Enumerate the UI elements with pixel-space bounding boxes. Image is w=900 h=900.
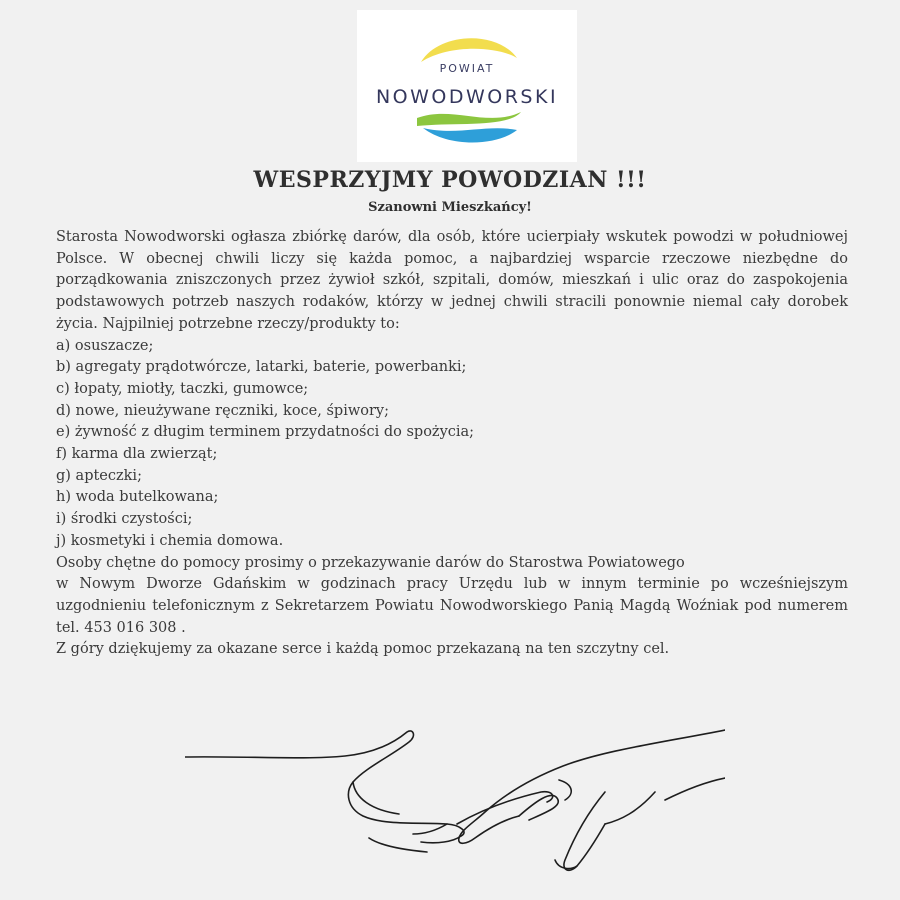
list-item: a) osuszacze; <box>56 337 154 354</box>
logo-small-text: POWIAT <box>439 62 495 75</box>
list-item: i) środki czystości; <box>56 511 193 528</box>
list-item: g) apteczki; <box>56 467 142 484</box>
list-item: d) nowe, nieużywane ręczniki, koce, śpiwory; <box>56 402 389 419</box>
list-item: e) żywność z długim terminem przydatności do spożycia; <box>56 424 475 441</box>
page-title: WESPRZYJMY POWODZIAN !!! <box>253 167 647 193</box>
county-logo <box>357 10 577 162</box>
list-item: j) kosmetyki i chemia domowa. <box>56 532 284 549</box>
closing-line: Z góry dziękujemy za okazane serce i każdą pomoc przekazaną na ten szczytny cel. <box>56 641 670 658</box>
contact-paragraph: w Nowym Dworze Gdańskim w godzinach pracy Urzędu lub w innym terminie po wcześniejszym uzgodnieniu telefonicznym z Sekretarzem Powiatu Nowodworskiego Panią Magdą Woźniak pod numerem tel. 453 016 308 . <box>56 576 848 636</box>
needed-items-list <box>56 336 848 553</box>
list-item: b) agregaty prądotwórcze, latarki, baterie, powerbanki; <box>56 359 467 376</box>
hands-line-art-icon <box>185 720 725 890</box>
logo-big-text: NOWODWORSKI <box>375 86 559 108</box>
list-item: c) łopaty, miotły, taczki, gumowce; <box>56 380 309 397</box>
list-item: h) woda butelkowana; <box>56 489 219 506</box>
page-subtitle: Szanowni Mieszkańcy! <box>368 200 532 215</box>
announcement-body <box>56 227 848 661</box>
intro-paragraph: Starosta Nowodworski ogłasza zbiórkę darów, dla osób, które ucierpiały wskutek powodzi w południowej Polsce. W obecnej chwili liczy się każda pomoc, a najbardziej wsparcie rzeczowe niezbędne do porządkowania zniszczonych przez żywioł szkół, szpitali, domów, mieszkań i ulic oraz do zaspokojenia podstawowych potrzeb naszych rodaków, którzy w jednej chwili stracili ponownie niemal cały dorobek życia. Najpilniej potrzebne rzeczy/produkty to: <box>56 229 848 332</box>
contact-first-line: Osoby chętne do pomocy prosimy o przekazywanie darów do Starostwa Powiatowego <box>56 554 685 571</box>
list-item: f) karma dla zwierząt; <box>56 446 218 463</box>
